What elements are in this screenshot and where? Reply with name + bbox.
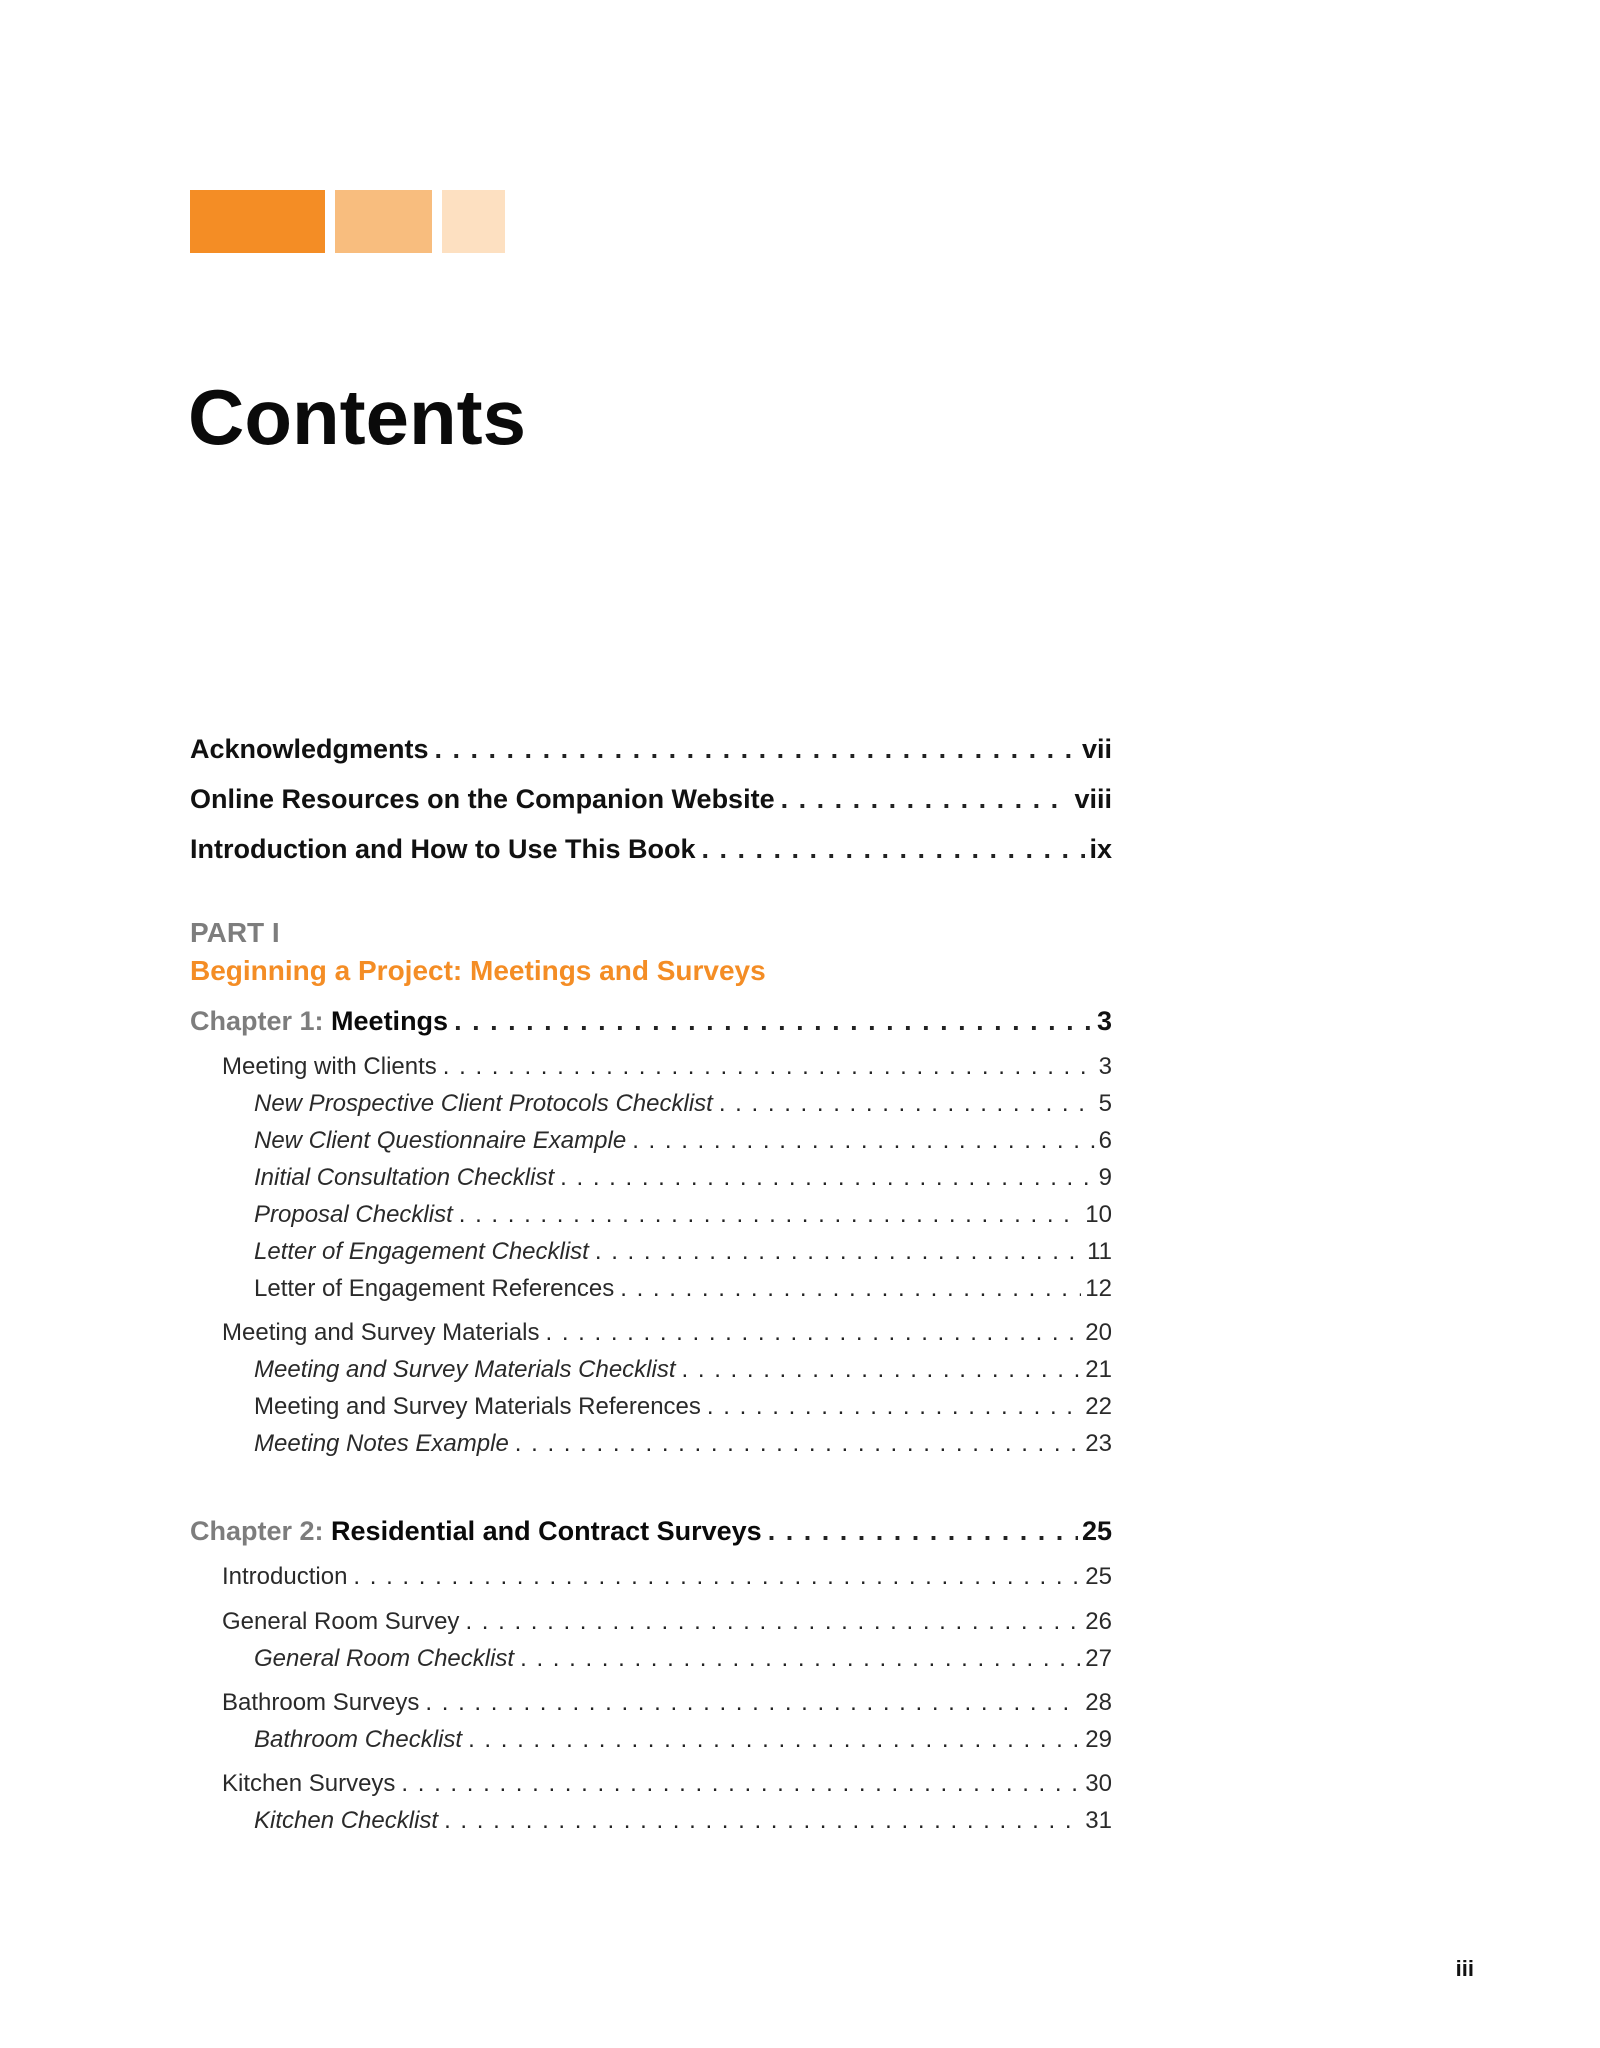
dot-leader bbox=[768, 1515, 1078, 1547]
toc-section[interactable] bbox=[190, 1770, 1112, 1799]
dot-leader bbox=[401, 1770, 1081, 1799]
chapter-title: Residential and Contract Surveys bbox=[331, 1516, 762, 1546]
toc-section[interactable] bbox=[190, 1608, 1112, 1637]
toc-entry-online-resources[interactable] bbox=[190, 783, 1112, 815]
toc-section[interactable] bbox=[190, 1689, 1112, 1718]
toc-entry-label: Kitchen Checklist bbox=[254, 1807, 439, 1834]
toc-entry-page: 12 bbox=[1085, 1275, 1112, 1302]
swatch-mid-orange bbox=[335, 190, 432, 253]
toc-entry-label: General Room Survey bbox=[222, 1608, 460, 1635]
toc-entry-label: General Room Checklist bbox=[254, 1645, 515, 1672]
toc-entry-label: Kitchen Surveys bbox=[222, 1770, 396, 1797]
toc-entry-page: 11 bbox=[1087, 1238, 1112, 1265]
toc-entry-label: Meeting and Survey Materials Checklist bbox=[254, 1356, 676, 1383]
dot-leader bbox=[425, 1689, 1081, 1718]
toc-subsection[interactable] bbox=[190, 1090, 1112, 1119]
dot-leader bbox=[719, 1090, 1095, 1119]
toc-entry-label: Meeting and Survey Materials bbox=[222, 1319, 540, 1346]
toc-entry-page: vii bbox=[1081, 734, 1112, 764]
dot-leader bbox=[632, 1127, 1094, 1156]
dot-leader bbox=[435, 733, 1078, 765]
toc-entry-label: New Prospective Client Protocols Checklist bbox=[254, 1090, 713, 1117]
toc-entry-page: 31 bbox=[1085, 1807, 1112, 1834]
toc-entry-page: 6 bbox=[1098, 1127, 1112, 1154]
toc-subsection[interactable] bbox=[190, 1201, 1112, 1230]
toc-chapter-1[interactable] bbox=[190, 1005, 1112, 1037]
dot-leader bbox=[454, 1005, 1093, 1037]
toc-entry-page: 22 bbox=[1085, 1393, 1112, 1420]
dot-leader bbox=[353, 1563, 1081, 1592]
chapter-heading bbox=[190, 1515, 762, 1547]
toc-section[interactable] bbox=[190, 1053, 1112, 1082]
toc-subsection[interactable] bbox=[190, 1127, 1112, 1156]
chapter-number: Chapter 1: bbox=[190, 1006, 324, 1036]
dot-leader bbox=[595, 1238, 1083, 1267]
page-number: iii bbox=[1455, 1956, 1474, 1981]
swatch-dark-orange bbox=[190, 190, 325, 253]
toc-entry-page: 28 bbox=[1085, 1689, 1112, 1716]
part-title: Beginning a Project: Meetings and Surveys bbox=[190, 955, 766, 986]
toc-entry-label: New Client Questionnaire Example bbox=[254, 1127, 627, 1154]
toc-entry-page: 21 bbox=[1085, 1356, 1112, 1383]
dot-leader bbox=[620, 1275, 1081, 1304]
toc-subsection[interactable] bbox=[190, 1275, 1112, 1304]
toc-entry-label: Introduction bbox=[222, 1563, 348, 1590]
page-title: Contents bbox=[188, 373, 526, 461]
toc-entry-page: 20 bbox=[1085, 1319, 1112, 1346]
toc-chapter-2[interactable] bbox=[190, 1515, 1112, 1547]
dot-leader bbox=[520, 1645, 1081, 1674]
chapter-heading bbox=[190, 1005, 448, 1037]
toc-subsection[interactable] bbox=[190, 1726, 1112, 1755]
toc-entry-page: 26 bbox=[1085, 1608, 1112, 1635]
dot-leader bbox=[702, 833, 1086, 865]
toc-subsection[interactable] bbox=[190, 1430, 1112, 1459]
toc-entry-page: 9 bbox=[1098, 1164, 1112, 1191]
toc-entry-page: 25 bbox=[1085, 1563, 1112, 1590]
toc-entry-page: ix bbox=[1089, 834, 1112, 864]
dot-leader bbox=[545, 1319, 1081, 1348]
dot-leader bbox=[465, 1608, 1081, 1637]
decorative-swatches bbox=[190, 190, 505, 253]
toc-entry-label: Online Resources on the Companion Website bbox=[190, 784, 775, 814]
toc-entry-label: Proposal Checklist bbox=[254, 1201, 453, 1228]
toc-entry-label: Initial Consultation Checklist bbox=[254, 1164, 555, 1191]
part-label: PART I bbox=[190, 917, 280, 948]
dot-leader bbox=[468, 1726, 1081, 1755]
toc-entry-page: 5 bbox=[1098, 1090, 1112, 1117]
toc-entry-page: viii bbox=[1074, 784, 1112, 814]
toc-subsection[interactable] bbox=[190, 1807, 1112, 1836]
toc-entry-page: 3 bbox=[1096, 1006, 1112, 1036]
toc-section[interactable] bbox=[190, 1563, 1112, 1592]
swatch-light-orange bbox=[442, 190, 505, 253]
toc-subsection[interactable] bbox=[190, 1164, 1112, 1193]
toc-entry-page: 27 bbox=[1085, 1645, 1112, 1672]
toc-entry-label: Meeting and Survey Materials References bbox=[254, 1393, 701, 1420]
toc-entry-page: 23 bbox=[1085, 1430, 1112, 1457]
dot-leader bbox=[443, 1053, 1095, 1082]
dot-leader bbox=[781, 783, 1071, 815]
toc-entry-acknowledgments[interactable] bbox=[190, 733, 1112, 765]
chapter-number: Chapter 2: bbox=[190, 1516, 324, 1546]
toc-entry-page: 30 bbox=[1085, 1770, 1112, 1797]
toc-entry-label: Acknowledgments bbox=[190, 734, 429, 764]
toc-entry-label: Letter of Engagement References bbox=[254, 1275, 615, 1302]
toc-section[interactable] bbox=[190, 1319, 1112, 1348]
dot-leader bbox=[444, 1807, 1081, 1836]
dot-leader bbox=[707, 1393, 1081, 1422]
dot-leader bbox=[682, 1356, 1082, 1385]
toc-entry-label: Bathroom Checklist bbox=[254, 1726, 463, 1753]
toc-entry-label: Meeting Notes Example bbox=[254, 1430, 509, 1457]
chapter-title: Meetings bbox=[331, 1006, 449, 1036]
toc-entry-label: Meeting with Clients bbox=[222, 1053, 437, 1080]
dot-leader bbox=[459, 1201, 1082, 1230]
toc-entry-page: 10 bbox=[1085, 1201, 1112, 1228]
toc-subsection[interactable] bbox=[190, 1645, 1112, 1674]
toc-entry-page: 3 bbox=[1098, 1053, 1112, 1080]
toc-entry-label: Bathroom Surveys bbox=[222, 1689, 420, 1716]
dot-leader bbox=[515, 1430, 1082, 1459]
toc-entry-label: Letter of Engagement Checklist bbox=[254, 1238, 589, 1265]
toc-subsection[interactable] bbox=[190, 1238, 1112, 1267]
toc-entry-introduction[interactable] bbox=[190, 833, 1112, 865]
dot-leader bbox=[560, 1164, 1095, 1193]
toc-subsection[interactable] bbox=[190, 1393, 1112, 1422]
toc-entry-page: 29 bbox=[1085, 1726, 1112, 1753]
toc-entry-label: Introduction and How to Use This Book bbox=[190, 834, 696, 864]
toc-entry-page: 25 bbox=[1081, 1516, 1112, 1546]
toc-subsection[interactable] bbox=[190, 1356, 1112, 1385]
